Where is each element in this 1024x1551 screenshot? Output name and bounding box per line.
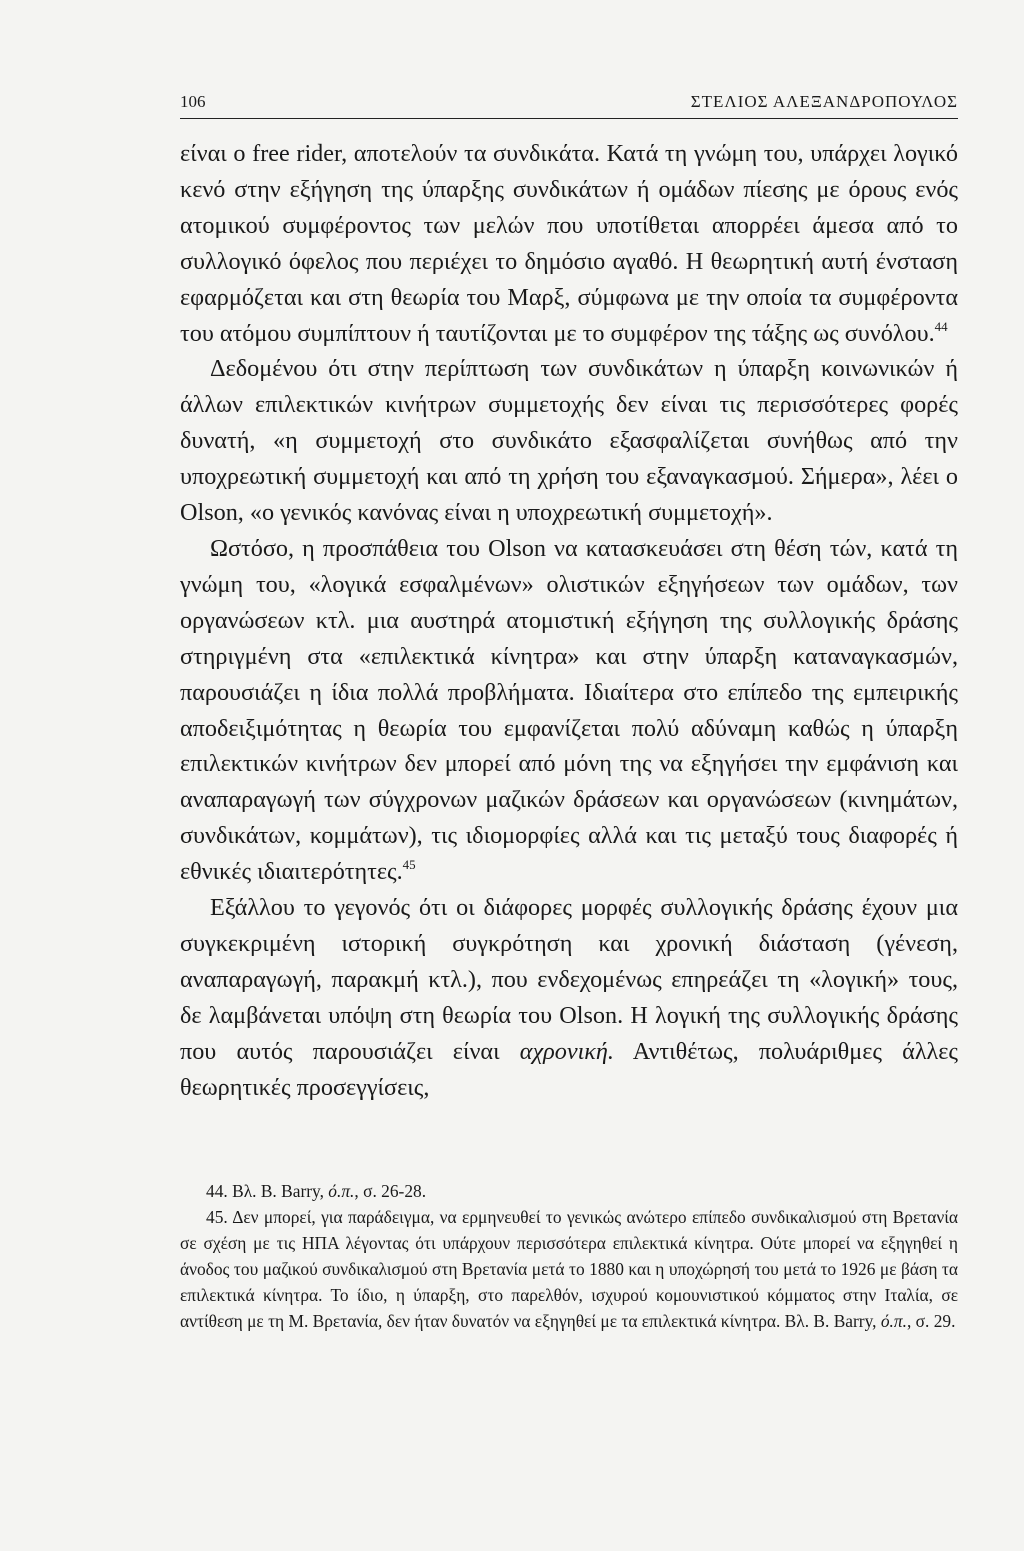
footnotes bbox=[180, 1178, 958, 1335]
main-text bbox=[180, 136, 958, 1105]
footnote-ref: 45 bbox=[402, 857, 416, 873]
footnote bbox=[180, 1204, 958, 1334]
paragraph bbox=[180, 531, 958, 890]
footnote-ref: 44 bbox=[934, 318, 948, 334]
italic-text: ό.π. bbox=[328, 1181, 355, 1201]
footnote-text: , σ. 29. bbox=[906, 1311, 956, 1332]
paragraph-text: Εξάλλου το γεγονός ότι οι διάφορες μορφές συλλογικής δράσης έχουν μια συγκεκριμένη ιστορική συγκρότηση και χρονική διάσταση (γένεση, αναπαραγωγή, παρακμή κτλ.), που ενδεχομένως επηρεάζει τη «λογική» τους, δε λαμβάνεται υπόψη στη θεωρία του Olson. Η λογική της συλλογικής δράσης που αυτός παρουσιάζει είναι bbox=[180, 894, 958, 1065]
footnote-number: 44. bbox=[206, 1181, 228, 1201]
paragraph bbox=[180, 890, 958, 1105]
footnote bbox=[180, 1178, 958, 1204]
page-number: 106 bbox=[180, 92, 206, 111]
italic-text: ό.π. bbox=[880, 1311, 907, 1332]
paragraph-text: Δεδομένου ότι στην περίπτωση των συνδικάτων η ύπαρξη κοινωνικών ή άλλων επιλεκτικών κινήτρων συμμετοχής δεν είναι τις περισσότερες φορές δυνατή, «η συμμετοχή στο συνδικάτο εξασφαλίζεται συνήθως από την υποχρεωτική συμμετοχή και από τη χρήση του εξαναγκασμού. Σήμερα», λέει ο Olson, «ο γενικός κανόνας είναι η υποχρεωτική συμμετοχή». bbox=[180, 355, 958, 527]
footnote-number: 45. bbox=[206, 1207, 228, 1228]
paragraph-text: Ωστόσο, η προσπάθεια του Olson να κατασκευάσει στη θέση τών, κατά τη γνώμη του, «λογικά εσφαλμένων» ολιστικών εξηγήσεων των ομάδων, των οργανώσεων κτλ. μια αυστηρά ατομιστική εξήγηση της συλλογικής δράσης στηριγμένη στα «επιλεκτικά κίνητρα» και στην ύπαρξη καταναγκασμών, παρουσιάζει η ίδια πολλά προβλήματα. Ιδιαίτερα στο επίπεδο της εμπειρικής αποδειξιμότητας η θεωρία του εμφανίζεται πολύ αδύναμη καθώς η ύπαρξη επιλεκτικών κινήτρων δεν μπορεί από μόνη της να εξηγήσει την εμφάνιση και αναπαραγωγή των σύγχρονων μαζικών δράσεων και οργανώσεων (κινημάτων, συνδικάτων, κομμάτων), τις ιδιομορφίες αλλά και τις μεταξύ τους διαφορές ή εθνικές ιδιαιτερότητες. bbox=[180, 534, 958, 886]
running-header bbox=[180, 88, 958, 119]
paragraph-text: Αντιθέτως, πολυάριθμες άλλες θεωρητικές προσεγγίσεις, bbox=[180, 1037, 959, 1101]
footnote-text: Δεν μπορεί, για παράδειγμα, να ερμηνευθεί το γενικώς ανώτερο επίπεδο συνδικαλισμού στη Βρετανία σε σχέση με τις ΗΠΑ λέγοντας ότι υπάρχουν περισσότερα επιλεκτικά κίνητρα. Ούτε μπορεί να εξηγηθεί η άνοδος του μαζικού συνδικαλισμού στη Βρετανία μετά το 1880 και η υποχώρησή του μετά το 1926 με βάση τα επιλεκτικά κίνητρα. Το ίδιο, η ύπαρξη, στο παρελθόν, ισχυρού κομουνιστικού κόμματος στην Ιταλία, σε αντίθεση με τη Μ. Βρετανία, δεν ήταν δυνατόν να εξηγηθεί με τα επιλεκτικά κίνητρα. Βλ. Β. Barry, bbox=[180, 1207, 959, 1332]
paragraph-text: είναι ο free rider, αποτελούν τα συνδικάτα. Κατά τη γνώμη του, υπάρχει λογικό κενό στην εξήγηση της ύπαρξης συνδικάτων ή ομάδων πίεσης με όρους ενός ατομικού συμφέροντος των μελών που υποτίθεται απορρέει άμεσα από το συλλογικό όφελος που περιέχει το δημόσιο αγαθό. Η θεωρητική αυτή ένσταση εφαρμόζεται και στη θεωρία του Μαρξ, σύμφωνα με την οποία τα συμφέροντα του ατόμου συμπίπτουν ή ταυτίζονται με το συμφέρον της τάξης ως συνόλου. bbox=[180, 140, 958, 347]
footnote-text: , σ. 26-28. bbox=[354, 1181, 427, 1201]
paragraph bbox=[180, 136, 958, 351]
running-title: ΣΤΕΛΙΟΣ ΑΛΕΞΑΝΔΡΟΠΟΥΛΟΣ bbox=[690, 92, 958, 111]
footnote-text: Βλ. Β. Barry, bbox=[232, 1181, 329, 1201]
paragraph bbox=[180, 351, 958, 531]
italic-text: αχρονική. bbox=[519, 1037, 614, 1065]
